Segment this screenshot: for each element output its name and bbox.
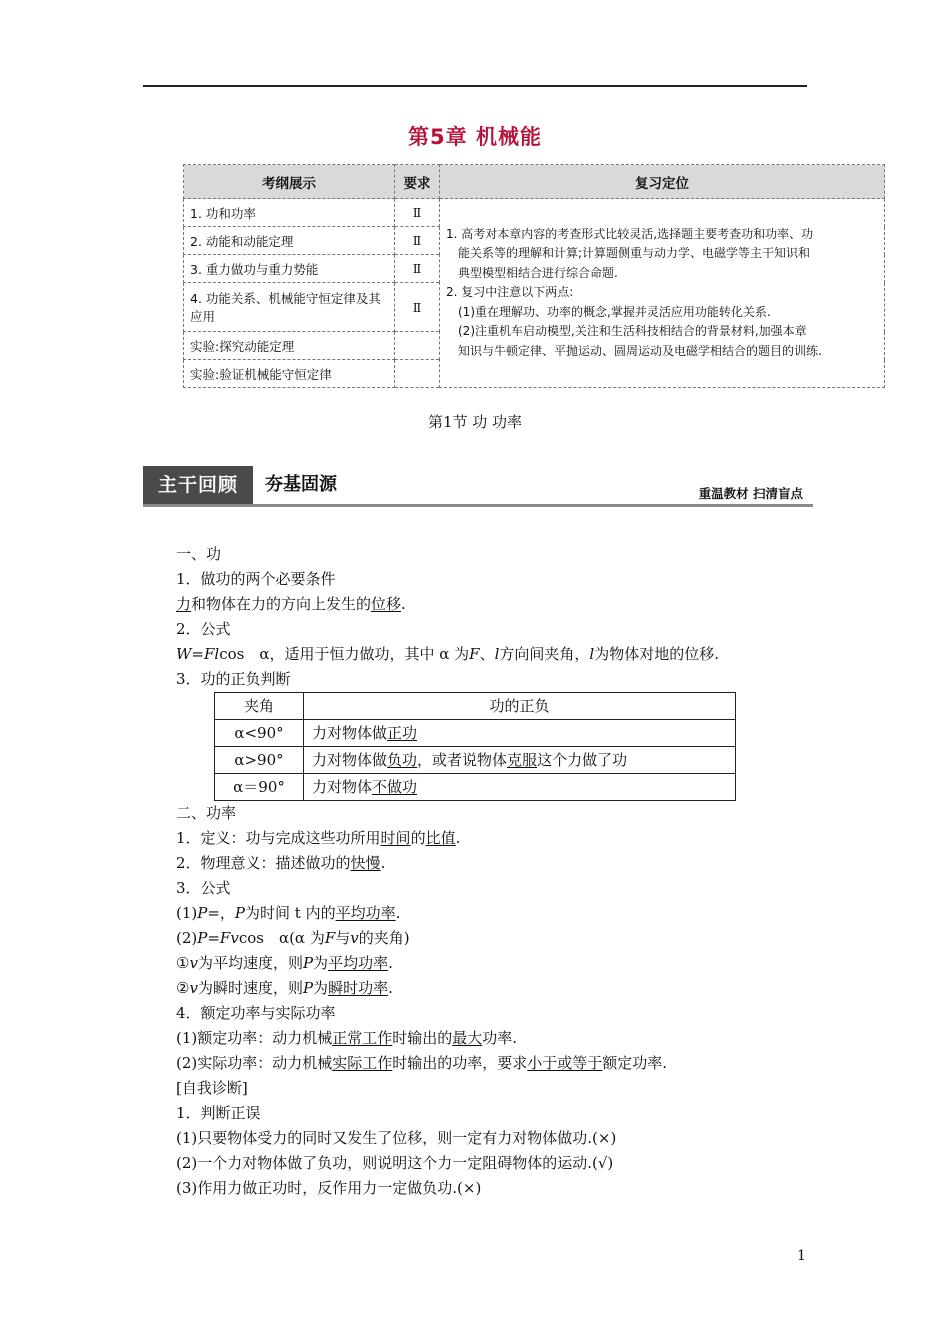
banner-subtitle: 夯基固源 [265, 474, 337, 495]
sign-cell [304, 720, 736, 747]
requirement-level [395, 360, 440, 388]
page-number: 1 [797, 1248, 806, 1264]
text-span: . [401, 595, 406, 613]
angle-cell: α<90° [215, 720, 304, 747]
banner-tagline: 重温教材 扫清盲点 [698, 486, 803, 501]
text-span: 力对物体做 [312, 751, 388, 769]
answer-blank: 正功 [387, 724, 418, 742]
text-span: =， [207, 904, 235, 922]
formula-line [176, 901, 836, 926]
formula-line [176, 976, 836, 1001]
subheading: 3．公式 [176, 879, 231, 897]
paragraph [176, 592, 836, 617]
answer-blank: 负功 [387, 751, 418, 769]
text-span: . [455, 829, 461, 847]
subheading: 4．额定功率与实际功率 [176, 1004, 336, 1022]
requirement-level: Ⅱ [395, 283, 440, 332]
answer-blank: 不做功 [372, 778, 418, 796]
banner-label: 主干回顾 [143, 466, 253, 504]
header-sign: 功的正负 [304, 693, 736, 720]
sign-cell [304, 747, 736, 774]
answer-blank: 平均功率 [328, 954, 389, 972]
text-span: ，或者说物体 [417, 751, 508, 769]
text-span: 为时间 t 内的 [245, 904, 336, 922]
review-line: (2)注重机车启动模型,关注和生活科技相结合的背景材料,加强本章 [458, 324, 807, 339]
requirement-level [395, 332, 440, 360]
question-item: (1)只要物体受力的同时又发生了位移，则一定有力对物体做功.(×) [176, 1129, 617, 1147]
text-span: 和物体在力的方向上发生的 [191, 595, 372, 613]
requirement-level: Ⅱ [395, 255, 440, 283]
text-span: cos α，适用于恒力做功，其中 α 为 [219, 645, 470, 663]
text-span: 为平均速度，则 [197, 954, 303, 972]
text-span: 功率. [482, 1029, 518, 1047]
text-span: 2．物理意义：描述做功的 [176, 854, 351, 872]
work-sign-table [214, 692, 736, 801]
formula-symbol: P [302, 979, 314, 997]
formula-symbol: P [197, 929, 208, 947]
text-span: 为物体对地的位移. [594, 645, 719, 663]
formula-symbol: v [189, 979, 198, 997]
table-row [215, 774, 736, 801]
review-description [440, 199, 885, 388]
answer-blank: 快慢 [350, 854, 381, 872]
subheading: 3．功的正负判断 [176, 670, 291, 688]
text-span: 为瞬时速度，则 [197, 979, 303, 997]
table-row [215, 720, 736, 747]
heading-power: 二、功率 [176, 804, 237, 822]
section-title: 第1节 功 功率 [427, 413, 523, 431]
header-angle: 夹角 [215, 693, 304, 720]
text-span: cos α(α 为 [238, 929, 325, 947]
formula-symbol: P [234, 904, 246, 922]
review-line: 典型模型相结合进行综合命题. [458, 265, 618, 280]
text-span: 的夹角) [358, 929, 410, 947]
lesson-body [176, 542, 836, 1201]
text-span: . [395, 904, 401, 922]
review-line: 能关系等的理解和计算;计算题侧重与动力学、电磁学等主干知识和 [458, 246, 811, 261]
self-diagnosis-label: [自我诊断] [176, 1079, 248, 1097]
text-span: (1)额定功率：动力机械 [176, 1029, 333, 1047]
formula-symbol: v [189, 954, 198, 972]
outline-item: 实验:验证机械能守恒定律 [184, 360, 395, 388]
text-span: . [380, 854, 386, 872]
formula-symbol: F [324, 929, 336, 947]
answer-blank: 平均功率 [335, 904, 396, 922]
answer-blank: 时间 [380, 829, 411, 847]
table-row [184, 199, 885, 227]
header-rule [143, 85, 807, 87]
chapter-title: 第5章 机械能 [408, 125, 542, 149]
text-span: . [388, 979, 393, 997]
paragraph [176, 1026, 836, 1051]
formula-symbol: l [589, 645, 595, 663]
syllabus-table [183, 164, 885, 388]
formula-line [176, 642, 836, 667]
syllabus-header-row [184, 165, 885, 199]
text-span: (2)实际功率：动力机械 [176, 1054, 333, 1072]
header-outline: 考纲展示 [184, 165, 395, 199]
angle-cell: α＝90° [215, 774, 304, 801]
text-span: 1．定义：功与完成这些功所用 [176, 829, 381, 847]
text-span: = [207, 929, 220, 947]
formula-line [176, 951, 836, 976]
answer-blank: 克服 [507, 751, 538, 769]
formula-symbol: P [197, 904, 208, 922]
text-span: 这个力做了功 [537, 751, 628, 769]
text-span: 额定功率. [602, 1054, 668, 1072]
requirement-level: Ⅱ [395, 227, 440, 255]
banner-rule [143, 504, 813, 507]
outline-item: 2. 动能和动能定理 [184, 227, 395, 255]
header-requirement: 要求 [395, 165, 440, 199]
text-span: ② [176, 979, 190, 997]
answer-blank: 实际工作 [332, 1054, 393, 1072]
text-span: 时输出的功率，要求 [392, 1054, 528, 1072]
answer-blank: 最大 [452, 1029, 483, 1047]
text-span: (1) [176, 904, 198, 922]
heading-work: 一、功 [176, 545, 222, 563]
formula-symbol: v [350, 929, 359, 947]
text-span: 为 [313, 954, 329, 972]
formula-symbol: P [302, 954, 314, 972]
angle-cell: α>90° [215, 747, 304, 774]
formula-symbol: F [469, 645, 480, 663]
formula-line [176, 926, 836, 951]
header-review: 复习定位 [440, 165, 885, 199]
paragraph [176, 851, 836, 876]
outline-item: 1. 功和功率 [184, 199, 395, 227]
formula-symbol: Fv [219, 929, 239, 947]
answer-blank: 力 [176, 595, 192, 613]
text-span: ① [176, 954, 190, 972]
question-item: (2)一个力对物体做了负功，则说明这个力一定阻碍物体的运动.(√) [176, 1154, 614, 1172]
formula-symbol: W=Fl [176, 645, 220, 663]
answer-blank: 比值 [425, 829, 456, 847]
answer-blank: 位移 [371, 595, 402, 613]
review-line: 2. 复习中注意以下两点: [446, 285, 574, 300]
text-span: 方向间夹角， [499, 645, 590, 663]
text-span: . [388, 954, 393, 972]
subheading: 2．公式 [176, 620, 231, 638]
text-span: 力对物体做 [312, 724, 388, 742]
answer-blank: 正常工作 [332, 1029, 393, 1047]
formula-symbol: l [494, 645, 500, 663]
review-line: 1. 高考对本章内容的考查形式比较灵活,选择题主要考查功和功率、功 [446, 226, 814, 241]
section-banner [143, 466, 813, 506]
question-item: (3)作用力做正功时，反作用力一定做负功.(×) [176, 1179, 482, 1197]
table-row [215, 693, 736, 720]
text-span: 时输出的 [392, 1029, 453, 1047]
text-span: 与 [335, 929, 351, 947]
outline-item: 实验:探究动能定理 [184, 332, 395, 360]
requirement-level: Ⅱ [395, 199, 440, 227]
answer-blank: 小于或等于 [527, 1054, 603, 1072]
subheading: 1．做功的两个必要条件 [176, 570, 336, 588]
review-line: 知识与牛顿定律、平抛运动、圆周运动及电磁学相结合的题目的训练. [458, 343, 822, 358]
paragraph [176, 826, 836, 851]
outline-item: 3. 重力做功与重力势能 [184, 255, 395, 283]
sign-cell [304, 774, 736, 801]
outline-item: 4. 功能关系、机械能守恒定律及其应用 [184, 283, 395, 332]
text-span: (2) [176, 929, 198, 947]
text-span: 的 [410, 829, 426, 847]
paragraph [176, 1051, 836, 1076]
review-line: (1)重在理解功、功率的概念,掌握并灵活应用功能转化关系. [458, 304, 771, 319]
table-row [215, 747, 736, 774]
answer-blank: 瞬时功率 [328, 979, 389, 997]
text-span: 力对物体 [312, 778, 373, 796]
text-span: 、 [479, 645, 495, 663]
subheading: 1．判断正误 [176, 1104, 261, 1122]
text-span: 为 [313, 979, 329, 997]
